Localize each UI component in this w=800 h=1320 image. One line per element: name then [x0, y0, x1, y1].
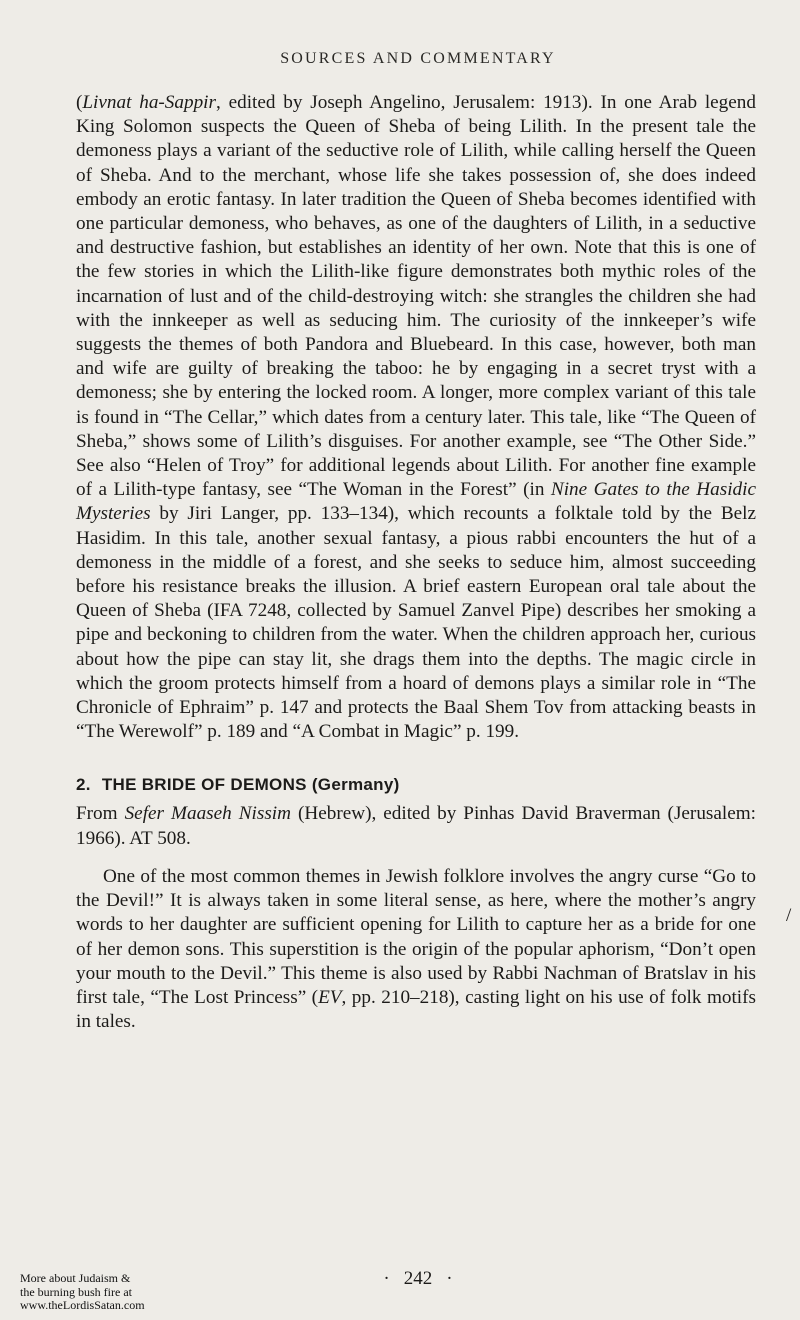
- italic-title: Sefer Maaseh Nissim: [124, 803, 291, 825]
- commentary-paragraph-continued: (Livnat ha-Sappir, edited by Joseph Angelino, Jerusalem: 1913). In one Arab legend King Solomon suspects the Queen of Sheba of being Lilith. In the present tale the demoness plays a variant of the seductive role of Lilith, while calling herself the Queen of Sheba. And to the merchant, whose life she takes possession of, she does indeed embody an erotic fantasy. In later tradition the Queen of Sheba becomes identified with one particular demoness, who behaves, as one of the daughters of Lilith, in a seductive and destructive fashion, but establishes an identity of her own. Note that this is one of the few stories in which the Lilith-like figure demonstrates both mythic roles of the incarnation of lust and of the child-destroying witch: she strangles the children she had with the innkeeper as well as seducing him. The curiosity of the innkeeper’s wife suggests the themes of both Pandora and Bluebeard. In this case, however, both man and wife are guilty of breaking the taboo: he by engaging in a secret tryst with a demoness; she by entering the locked room. A longer, more complex variant of this tale is found in “The Cellar,” which dates from a century later. This tale, like “The Queen of Sheba,” shows some of Lilith’s disguises. For another example, see “The Other Side.” See also “Helen of Troy” for additional legends about Lilith. For another fine example of a Lilith-type fantasy, see “The Woman in the Forest” (in Nine Gates to the Hasidic Mysteries by Jiri Langer, pp. 133–134), which recounts a folktale told by the Belz Hasidim. In this tale, another sexual fantasy, a pious rabbi encounters the hut of a demoness in the middle of a forest, and she seeks to seduce him, almost succeeding before his resistance breaks the illusion. A brief eastern European oral tale about the Queen of Sheba (IFA 7248, collected by Samuel Zanvel Pipe) describes her smoking a pipe and beckoning to children from the water. When the children approach her, curious about how the pipe can stay lit, she drags them into the depths. The magic circle in which the groom protects himself from a hoard of demons plays a similar role in “The Chronicle of Ephraim” p. 147 and protects the Baal Shem Tov from attacking beasts in “The Werewolf” p. 189 and “A Combat in Magic” p. 199.: [76, 92, 756, 743]
- folio-bullet-right: ·: [446, 1268, 453, 1289]
- section-title: THE BRIDE OF DEMONS: [101, 775, 307, 795]
- section-heading: [76, 774, 756, 796]
- watermark-url[interactable]: www.theLordisSatan.com: [20, 1298, 145, 1312]
- page-number: 242: [403, 1268, 433, 1289]
- folio-bullet-left: ·: [383, 1268, 390, 1289]
- body-text: [76, 91, 756, 1034]
- running-head: SOURCES AND COMMENTARY: [280, 50, 556, 67]
- section-region: (Germany): [311, 775, 400, 795]
- section-number: 2.: [76, 775, 91, 795]
- watermark-line: More about Judaism &: [20, 1271, 131, 1285]
- watermark: [20, 1272, 180, 1313]
- stray-mark: /: [786, 905, 792, 926]
- italic-title: Livnat ha-Sappir: [82, 92, 216, 113]
- commentary-paragraph: One of the most common themes in Jewish folklore involves the angry curse “Go to the Devil!” It is always taken in some literal sense, as here, where the mother’s angry words to her daughter are sufficient opening for Lilith to capture her as a bride for one of her demon sons. This superstition is the origin of the popular aphorism, “Don’t open your mouth to the Devil.” This theme is also used by Rabbi Nachman of Bratslav in his first tale, “The Lost Princess” (EV, pp. 210–218), casting light on his use of folk motifs in tales.: [76, 865, 756, 1033]
- watermark-line: the burning bush fire at: [20, 1284, 132, 1299]
- italic-title: EV: [318, 986, 342, 1008]
- italic-title: Nine Gates to the Hasidic Mysteries: [76, 479, 756, 525]
- source-citation: From Sefer Maaseh Nissim (Hebrew), edited by Pinhas David Braverman (Jerusalem: 1966). AT 508.: [76, 803, 756, 849]
